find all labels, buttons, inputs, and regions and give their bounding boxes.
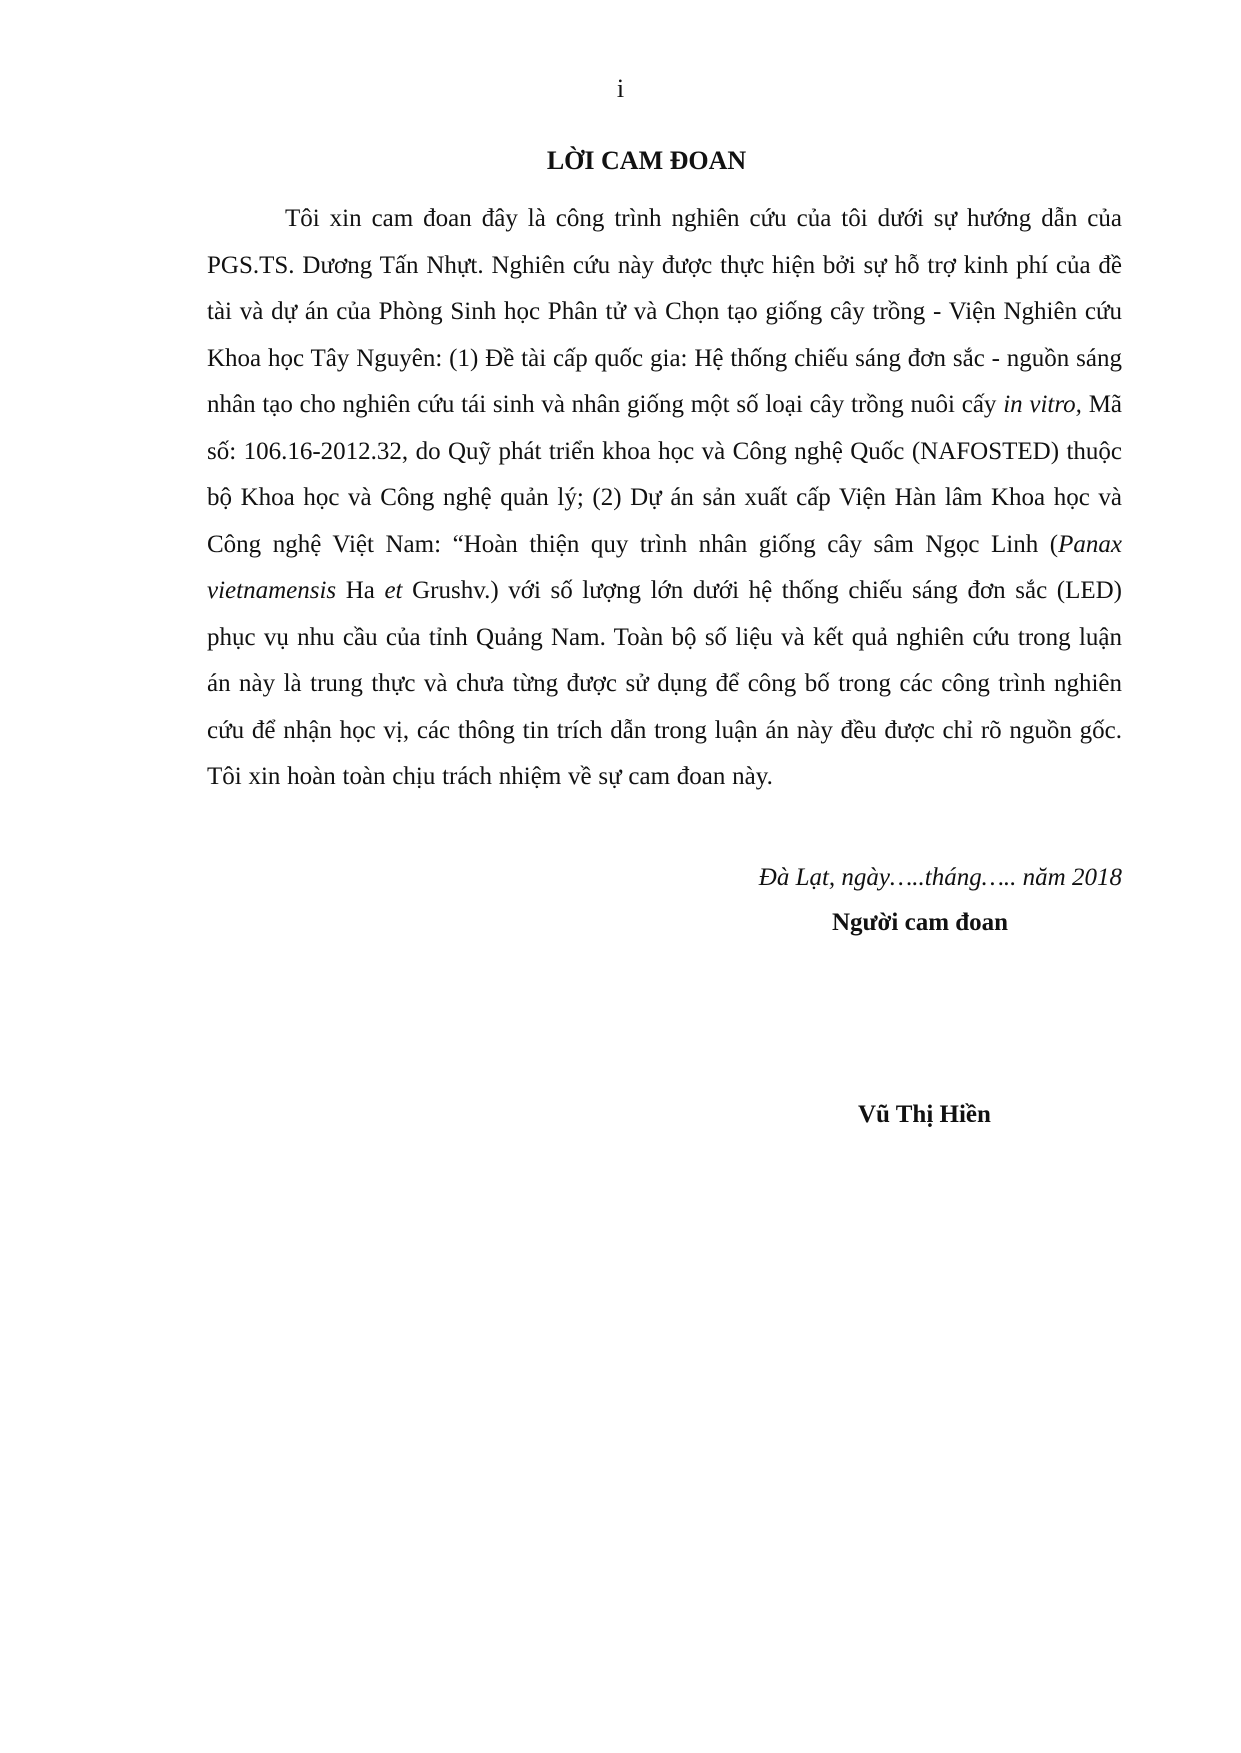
declaration-italic-et: et — [384, 577, 403, 604]
declaration-text-part-3: Ha — [336, 577, 385, 604]
declaration-text-part-2: Mã số: 106.16-2012.32, do Quỹ phát triển khoa học và Công nghệ Quốc (NAFOSTED) thuộc bộ Khoa học và Công nghệ quản lý; (2) Dự án sản xuất cấp Viện Hàn lâm Khoa học và Công nghệ Việt Nam: “Hoàn thiện quy trình nhân giống cây sâm Ngọc Linh ( — [207, 391, 1123, 558]
declaration-text-part-1: Tôi xin cam đoan đây là công trình nghiên cứu của tôi dưới sự hướng dẫn của PGS.TS. Dương Tấn Nhựt. Nghiên cứu này được thực hiện bởi sự hỗ trợ kinh phí của đề tài và dự án của Phòng Sinh học Phân tử và Chọn tạo giống cây trồng - Viện Nghiên cứu Khoa học Tây Nguyên: (1) Đề tài cấp quốc gia: Hệ thống chiếu sáng đơn sắc - nguồn sáng nhân tạo cho nghiên cứu tái sinh và nhân giống một số loại cây trồng nuôi cấy — [207, 205, 1122, 418]
declaration-text-part-4: Grushv.) với số lượng lớn dưới hệ thống chiếu sáng đơn sắc (LED) phục vụ nhu cầu của tỉnh Quảng Nam. Toàn bộ số liệu và kết quả nghiên cứu trong luận án này là trung thực và chưa từng được sử dụng để công bố trong các công trình nghiên cứu để nhận học vị, các thông tin trích dẫn trong luận án này đều được chỉ rõ nguồn gốc. Tôi xin hoàn toàn chịu trách nhiệm về sự cam đoan này. — [207, 577, 1122, 790]
declaration-paragraph — [207, 196, 1122, 801]
declaration-italic-in-vitro: in vitro, — [1003, 391, 1082, 418]
page-title: LỜI CAM ĐOAN — [546, 146, 747, 175]
declaration-italic-species: Panax vietnamensis — [207, 530, 1122, 604]
signer-name: Vũ Thị Hiền — [858, 1101, 991, 1128]
place-date-line: Đà Lạt, ngày…..tháng….. năm 2018 — [758, 864, 1122, 891]
signer-role: Người cam đoan — [832, 909, 1009, 936]
page-number: i — [616, 74, 625, 103]
